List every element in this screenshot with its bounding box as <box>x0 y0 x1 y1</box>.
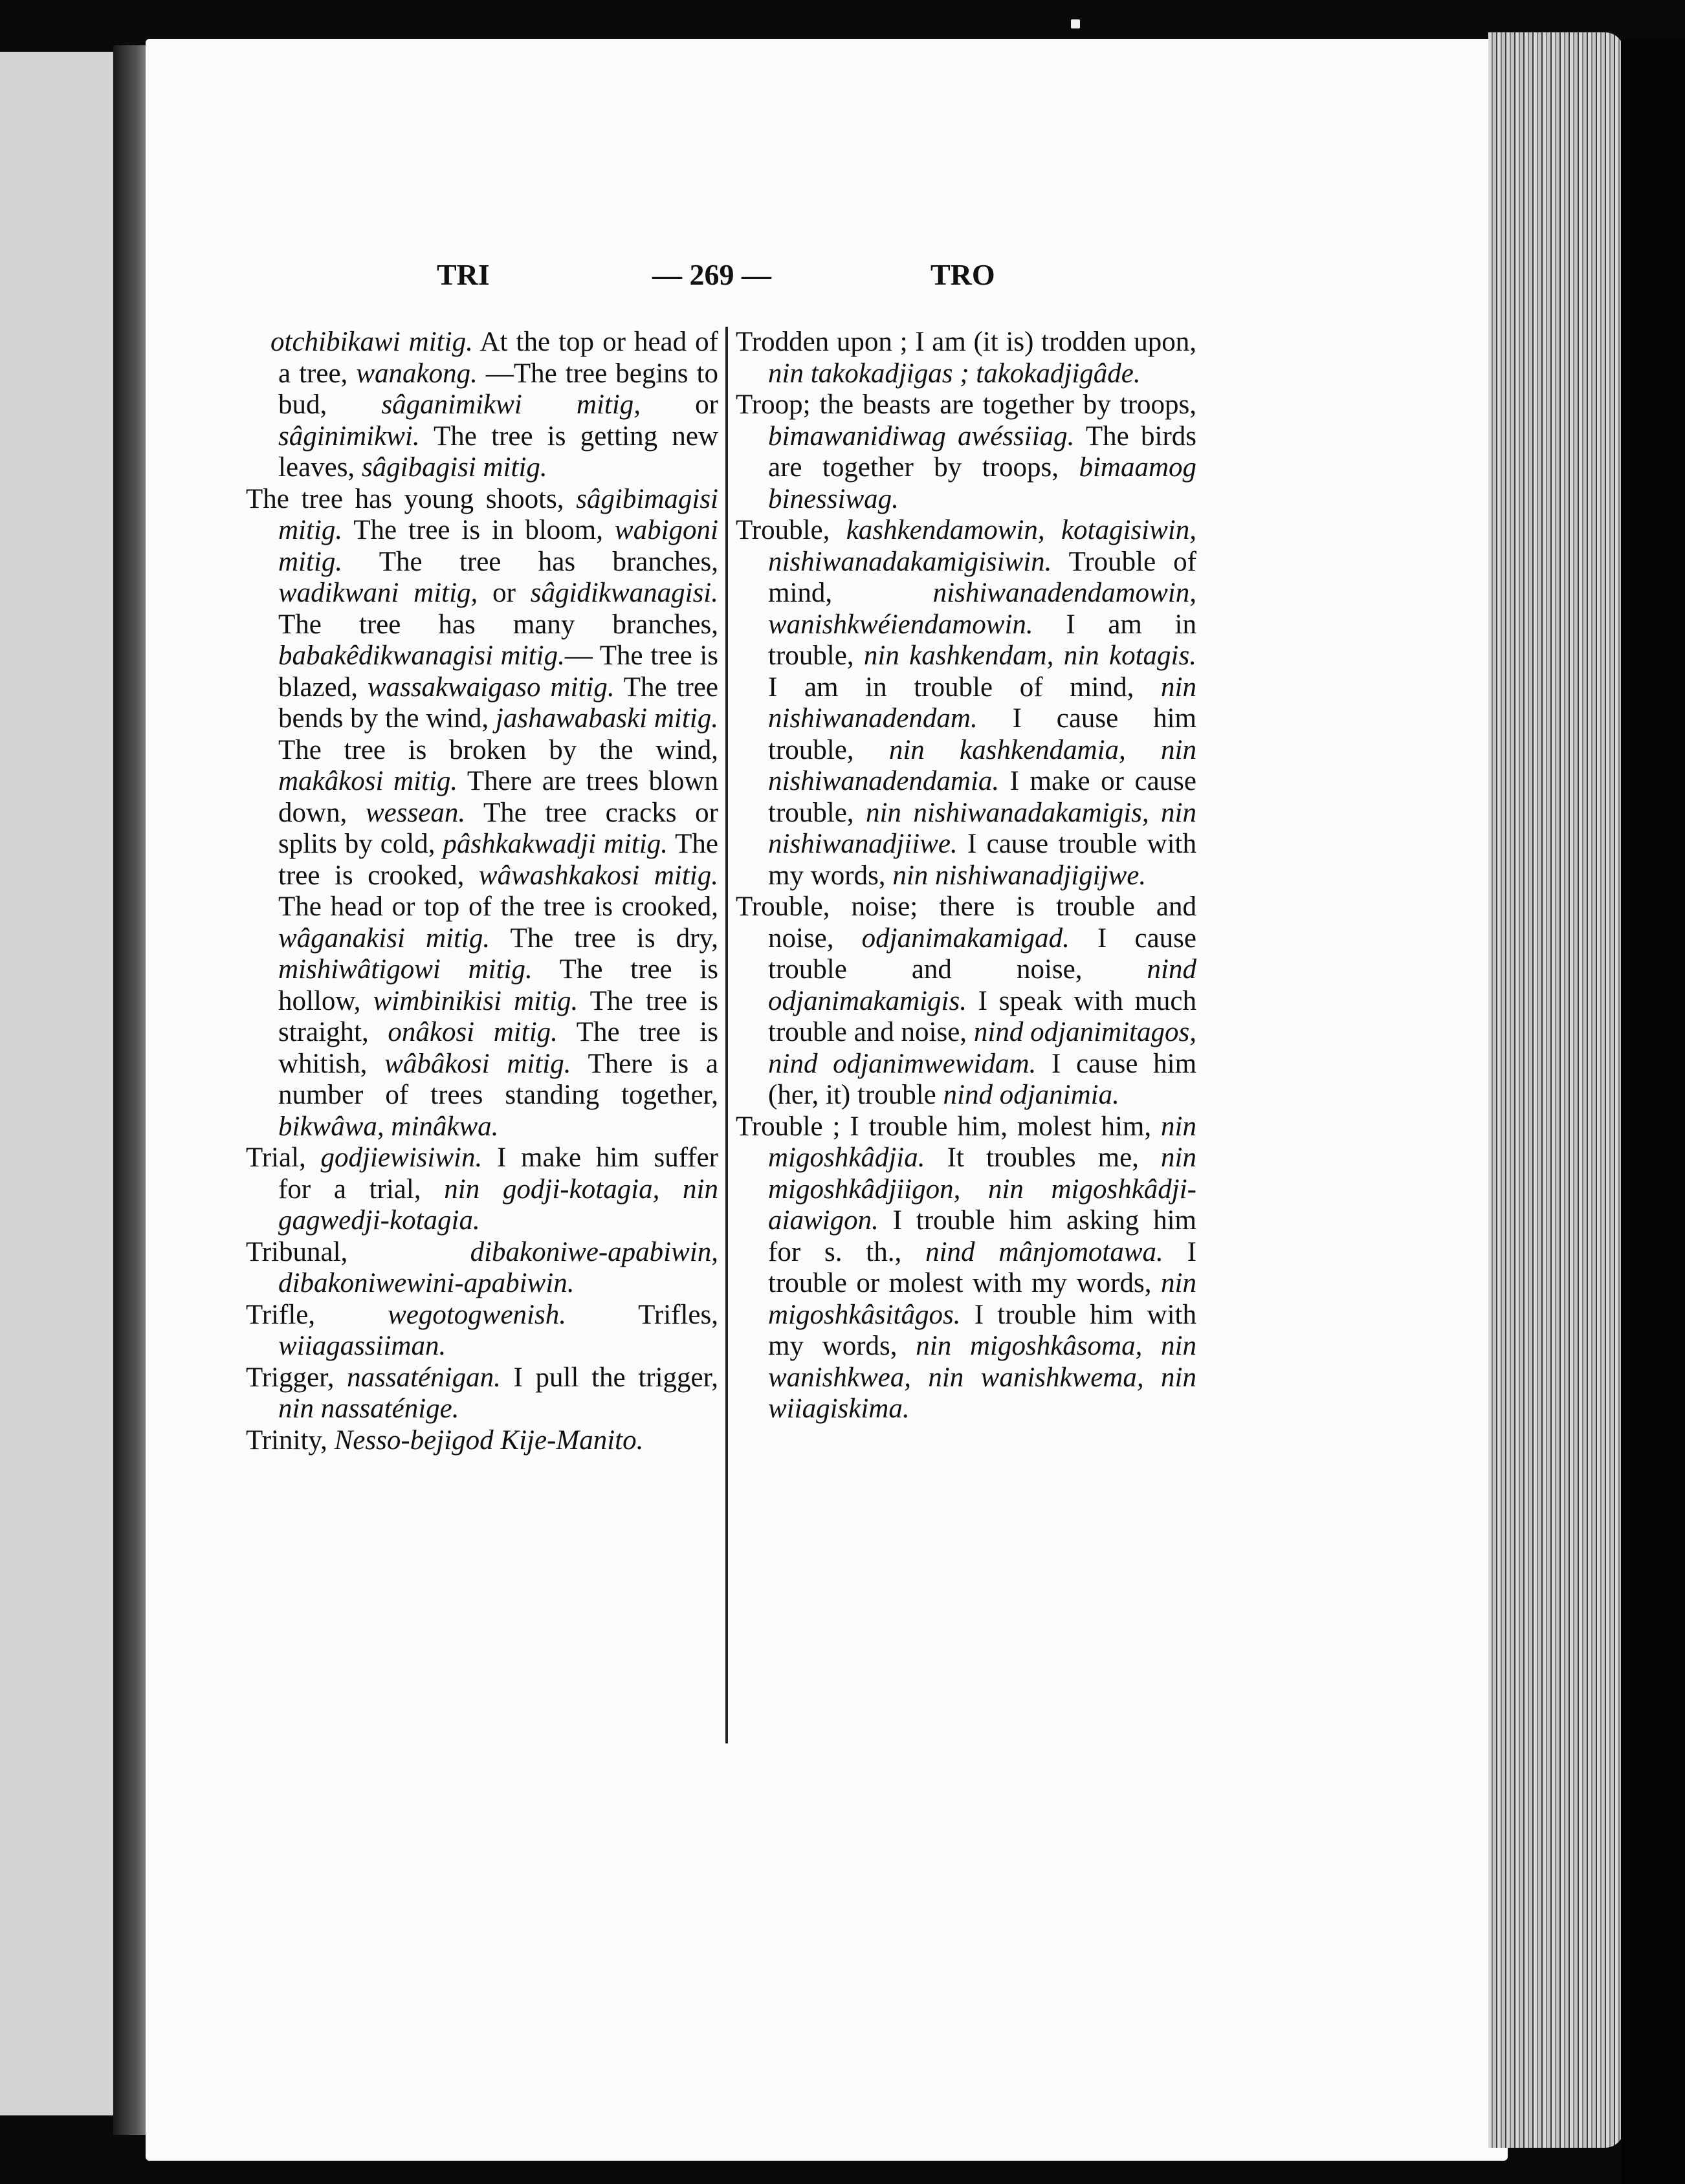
ojibwe-translation: bikwâwa, minâkwa. <box>278 1111 499 1142</box>
ojibwe-translation: jashawabaski mitig. <box>495 703 718 734</box>
ojibwe-translation: wâganakisi mitig. <box>278 923 490 954</box>
ojibwe-translation: pâshkakwadji mitig. <box>443 829 668 859</box>
ojibwe-translation: nin migoshkâsoma, nin wanishkwea, nin wanishkwema, nin wiiagiskima. <box>768 1331 1196 1424</box>
dictionary-entry: Trifle, wegotogwenish. Trifles, wiiagassiiman. <box>246 1299 718 1361</box>
ojibwe-translation: Nesso-bejigod Kije-Manito. <box>334 1425 644 1456</box>
ojibwe-translation: nind odjanimitagos, nind odjanimwewidam. <box>768 1017 1196 1079</box>
ojibwe-translation: bimawanidiwag awéssiiag. <box>768 420 1075 452</box>
ojibwe-translation: sâgidikwanagisi. <box>530 578 719 608</box>
dictionary-entry: otchibikawi mitig. At the top or head of a tree, wanakong. —The tree begins to bud, sâganimikwi mitig, or sâginimikwi. The tree is getting new leaves, sâgibagisi mitig. <box>270 327 718 483</box>
ojibwe-translation: nin nassaténige. <box>278 1393 459 1424</box>
ojibwe-translation: wabigoni mitig. <box>278 515 718 577</box>
ojibwe-translation: dibakoniwe-apabiwin, dibakoniwewini-apabiwin. <box>278 1236 718 1298</box>
right-column <box>736 327 1196 1425</box>
running-head-right-guide-word: TRO <box>931 258 995 291</box>
ojibwe-translation: nin kashkendam, nin kotagis. <box>863 640 1196 671</box>
ojibwe-translation: bimaamog binessiwag. <box>768 452 1196 514</box>
ojibwe-translation: nishiwanadendamowin, wanishkwéiendamowin. <box>768 578 1196 640</box>
ojibwe-translation: babakêdikwanagisi mitig. <box>278 640 565 671</box>
ojibwe-translation: onâkosi mitig. <box>388 1017 558 1047</box>
dictionary-entry: Troop; the beasts are together by troops, bimawanidiwag awéssiiag. The birds are together by troops, bimaamog binessiwag. <box>736 389 1197 514</box>
ojibwe-translation: wassakwaigaso mitig. <box>367 672 615 703</box>
dictionary-entry: Trouble, noise; there is trouble and noise, odjanimakamigad. I cause trouble and noise, nind odjanimakamigis. I speak with much trouble and noise, nind odjanimitagos, nind odjanimwewidam. I cause him (her, it) trouble nind odjanimia. <box>736 891 1197 1110</box>
ojibwe-translation: nin nishiwanadakamigis, nin nishiwanadjiiwe. <box>768 797 1196 859</box>
ojibwe-translation: sâganimikwi mitig, <box>381 389 641 420</box>
ojibwe-translation: nin takokadjigas ; takokadjigâde. <box>768 358 1141 389</box>
dictionary-entry: Trouble ; I trouble him, molest him, nin migoshkâdjia. It troubles me, nin migoshkâdjiigon, nin migoshkâdji-aiawigon. I trouble him asking him for s. th., nind mânjomotawa. I trouble or molest with my words, nin migoshkâsitâgos. I trouble him with my words, nin migoshkâsoma, nin wanishkwea, nin wanishkwema, nin wiiagiskima. <box>736 1111 1196 1424</box>
running-head <box>0 249 1685 301</box>
ojibwe-translation: nin nishiwanadendam. <box>768 672 1196 734</box>
ojibwe-translation: wessean. <box>366 797 466 828</box>
ojibwe-translation: wimbinikisi mitig. <box>373 985 578 1016</box>
ojibwe-translation: sâgibimagisi mitig. <box>278 483 718 545</box>
dictionary-entry: Trodden upon ; I am (it is) trodden upon, nin takokadjigas ; takokadjigâde. <box>736 327 1196 389</box>
ojibwe-translation: odjanimakamigad. <box>861 923 1070 954</box>
ojibwe-translation: wadikwani mitig, <box>278 578 478 608</box>
ojibwe-translation: godjiewisiwin. <box>320 1142 483 1173</box>
dictionary-entry: Tribunal, dibakoniwe-apabiwin, dibakoniwewini-apabiwin. <box>246 1236 718 1298</box>
dictionary-entry: The tree has young shoots, sâgibimagisi mitig. The tree is in bloom, wabigoni mitig. The tree has branches, wadikwani mitig, or sâgidikwanagisi. The tree has many branches, babakêdikwanagisi mitig.— The tree is blazed, wassakwaigaso mitig. The tree bends by the wind, jashawabaski mitig. The tree is broken by the wind, makâkosi mitig. There are trees blown down, wessean. The tree cracks or splits by cold, pâshkakwadji mitig. The tree is crooked, wâwashkakosi mitig. The head or top of the tree is crooked, wâganakisi mitig. The tree is dry, mishiwâtigowi mitig. The tree is hollow, wimbinikisi mitig. The tree is straight, onâkosi mitig. The tree is whitish, wâbâkosi mitig. There is a number of trees standing together, bikwâwa, minâkwa. <box>246 483 719 1142</box>
ojibwe-translation: sâginimikwi. <box>278 420 420 452</box>
scan-speck <box>1071 19 1080 28</box>
running-head-left-guide-word: TRI <box>437 258 490 291</box>
column-divider-rule <box>725 327 728 1743</box>
ojibwe-translation: wâbâkosi mitig. <box>384 1048 571 1079</box>
ojibwe-translation: wanakong. <box>356 358 478 389</box>
dictionary-entry: Trinity, Nesso-bejigod Kije-Manito. <box>246 1425 644 1456</box>
page-stack-edge <box>1488 32 1624 2148</box>
ojibwe-translation: mishiwâtigowi mitig. <box>278 954 533 985</box>
scan-background-right <box>1621 39 1685 2184</box>
dictionary-entry: Trouble, kashkendamowin, kotagisiwin, nishiwanadakamigisiwin. Trouble of mind, nishiwanadendamowin, wanishkwéiendamowin. I am in trouble, nin kashkendam, nin kotagis. I am in trouble of mind, nin nishiwanadendam. I cause him trouble, nin kashkendamia, nin nishiwanadendamia. I make or cause trouble, nin nishiwanadakamigis, nin nishiwanadjiiwe. I cause trouble with my words, nin nishiwanadjigijwe. <box>736 515 1196 891</box>
ojibwe-translation: makâkosi mitig. <box>278 766 458 796</box>
ojibwe-translation: nassaténigan. <box>347 1362 501 1393</box>
ojibwe-translation: nind mânjomotawa. <box>925 1236 1163 1267</box>
ojibwe-translation: kashkendamowin, kotagisiwin, nishiwanadakamigisiwin. <box>768 515 1196 577</box>
ojibwe-translation: nin nishiwanadjigijwe. <box>892 860 1147 891</box>
ojibwe-translation: nin kashkendamia, nin nishiwanadendamia. <box>768 734 1196 796</box>
ojibwe-translation: wâwashkakosi mitig. <box>478 860 719 891</box>
ojibwe-translation: nin godji-kotagia, nin gagwedji-kotagia. <box>278 1174 718 1236</box>
ojibwe-translation: otchibikawi mitig. <box>270 327 473 357</box>
ojibwe-translation: nind odjanimia. <box>943 1080 1119 1110</box>
page-number: — 269 — <box>652 258 771 291</box>
ojibwe-translation: wiiagassiiman. <box>278 1331 446 1361</box>
ojibwe-translation: nin migoshkâdjia. <box>768 1111 1196 1173</box>
dictionary-entry: Trigger, nassaténigan. I pull the trigger, nin nassaténige. <box>246 1362 718 1424</box>
previous-page-edge <box>0 52 113 2115</box>
ojibwe-translation: wegotogwenish. <box>388 1299 566 1330</box>
ojibwe-translation: nin migoshkâdjiigon, nin migoshkâdji-aiawigon. <box>768 1142 1196 1236</box>
ojibwe-translation: nind odjanimakamigis. <box>768 954 1196 1016</box>
ojibwe-translation: nin migoshkâsitâgos. <box>768 1268 1196 1330</box>
left-column <box>246 327 718 1456</box>
ojibwe-translation: sâgibagisi mitig. <box>361 452 547 483</box>
dictionary-entry: Trial, godjiewisiwin. I make him suffer for a trial, nin godji-kotagia, nin gagwedji-kotagia. <box>246 1142 718 1236</box>
